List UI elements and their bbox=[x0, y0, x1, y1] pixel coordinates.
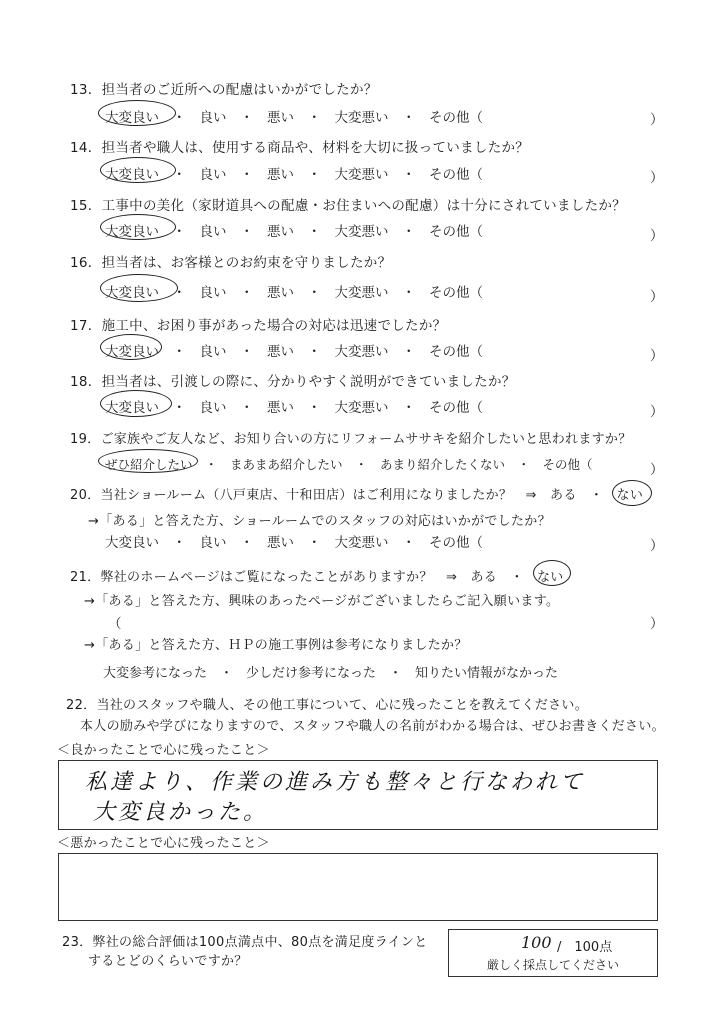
question-22-line1: 22．当社のスタッフや職人、その他工事について、心に残ったことを教えてください。 bbox=[66, 698, 589, 713]
close-paren-15: ） bbox=[650, 228, 664, 244]
selection-circle-15 bbox=[100, 214, 176, 240]
question-23-line2: するとどのくらいですか？ bbox=[88, 954, 248, 969]
score-note: 厳しく採点してください bbox=[487, 958, 620, 972]
options-19: ぜひ紹介したい ・ まあまあ紹介したい ・ あまり紹介したくない ・ その他（ bbox=[105, 457, 593, 472]
good-comment-line1: 私達より、作業の進み方も整々と行なわれて bbox=[85, 770, 586, 795]
question-21: 21．弊社のホームページはご覧になったことがありますか？ ⇒ ある ・ ない bbox=[70, 570, 564, 585]
question-22-line2: 本人の励みや学びになりますので、スタッフや職人の名前がわかる場合は、ぜひお書きください。 bbox=[80, 719, 665, 734]
close-paren-16: ） bbox=[650, 289, 664, 305]
close-paren-18: ） bbox=[650, 404, 664, 420]
selection-circle-17 bbox=[100, 334, 162, 360]
good-comment-box bbox=[58, 760, 658, 830]
selection-circle-21 bbox=[533, 560, 571, 586]
question-20-sub: →「ある」と答えた方、ショールームでのスタッフの対応はいかがでしたか？ bbox=[88, 514, 551, 529]
score-written: 100 bbox=[521, 933, 552, 952]
score-box bbox=[448, 929, 658, 977]
options-21: 大変参考になった ・ 少しだけ参考になった ・ 知りたい情報がなかった bbox=[103, 666, 559, 681]
selection-circle-20 bbox=[612, 480, 652, 506]
score-suffix: / 100点 bbox=[557, 940, 613, 955]
options-13: 大変良い ・ 良い ・ 悪い ・ 大変悪い ・ その他（ bbox=[105, 110, 483, 126]
close-paren-17: ） bbox=[650, 348, 664, 364]
options-14: 大変良い ・ 良い ・ 悪い ・ 大変悪い ・ その他（ bbox=[105, 167, 483, 183]
good-label: ＜良かったことで心に残ったこと＞ bbox=[57, 743, 270, 758]
question-18: 18．担当者は、引渡しの際に、分かりやすく説明ができていましたか？ bbox=[70, 374, 516, 390]
options-18: 大変良い ・ 良い ・ 悪い ・ 大変悪い ・ その他（ bbox=[105, 400, 483, 416]
options-16: 大変良い ・ 良い ・ 悪い ・ 大変悪い ・ その他（ bbox=[105, 285, 483, 301]
good-comment-line2: 大変良かった。 bbox=[93, 800, 269, 825]
close-paren-14: ） bbox=[650, 170, 664, 186]
question-23-line1: 23．弊社の総合評価は100点満点中、80点を満足度ラインと bbox=[62, 935, 428, 950]
question-17: 17．施工中、お困り事があった場合の対応は迅速でしたか？ bbox=[70, 318, 447, 334]
selection-circle-13 bbox=[98, 100, 176, 126]
close-paren-21: ） bbox=[650, 616, 664, 632]
options-17: 大変良い ・ 良い ・ 悪い ・ 大変悪い ・ その他（ bbox=[105, 344, 483, 360]
question-16: 16．担当者は、お客様とのお約束を守りましたか？ bbox=[70, 255, 392, 271]
question-20: 20．当社ショールーム（八戸東店、十和田店）はご利用になりましたか？ ⇒ ある ・ ない bbox=[70, 488, 644, 503]
question-21-sub2: →「ある」と答えた方、ＨＰの施工事例は参考になりましたか？ bbox=[84, 638, 468, 653]
selection-circle-18 bbox=[100, 390, 172, 417]
question-19: 19．ご家族やご友人など、お知り合いの方にリフォームササキを紹介したいと思われますか？ bbox=[70, 432, 632, 447]
bad-label: ＜悪かったことで心に残ったこと＞ bbox=[57, 836, 270, 851]
options-20: 大変良い ・ 良い ・ 悪い ・ 大変悪い ・ その他（ bbox=[105, 535, 483, 551]
close-paren-13: ） bbox=[650, 112, 664, 128]
question-21-sub1: →「ある」と答えた方、興味のあったページがございましたらご記入願います。 bbox=[84, 594, 560, 609]
selection-circle-16 bbox=[100, 274, 178, 302]
question-15: 15．工事中の美化（家財道具への配慮・お住まいへの配慮）は十分にされていましたか？ bbox=[70, 198, 626, 214]
question-14: 14．担当者や職人は、使用する商品や、材料を大切に扱っていましたか？ bbox=[70, 140, 530, 156]
question-13: 13．担当者のご近所への配慮はいかがでしたか？ bbox=[70, 82, 378, 98]
selection-circle-19 bbox=[98, 449, 198, 473]
close-paren-20: ） bbox=[650, 538, 664, 554]
options-15: 大変良い ・ 良い ・ 悪い ・ 大変悪い ・ その他（ bbox=[105, 224, 483, 240]
close-paren-19: ） bbox=[650, 462, 664, 478]
selection-circle-14 bbox=[100, 157, 176, 183]
open-paren-21: （ bbox=[108, 616, 122, 632]
bad-comment-box bbox=[58, 853, 658, 921]
